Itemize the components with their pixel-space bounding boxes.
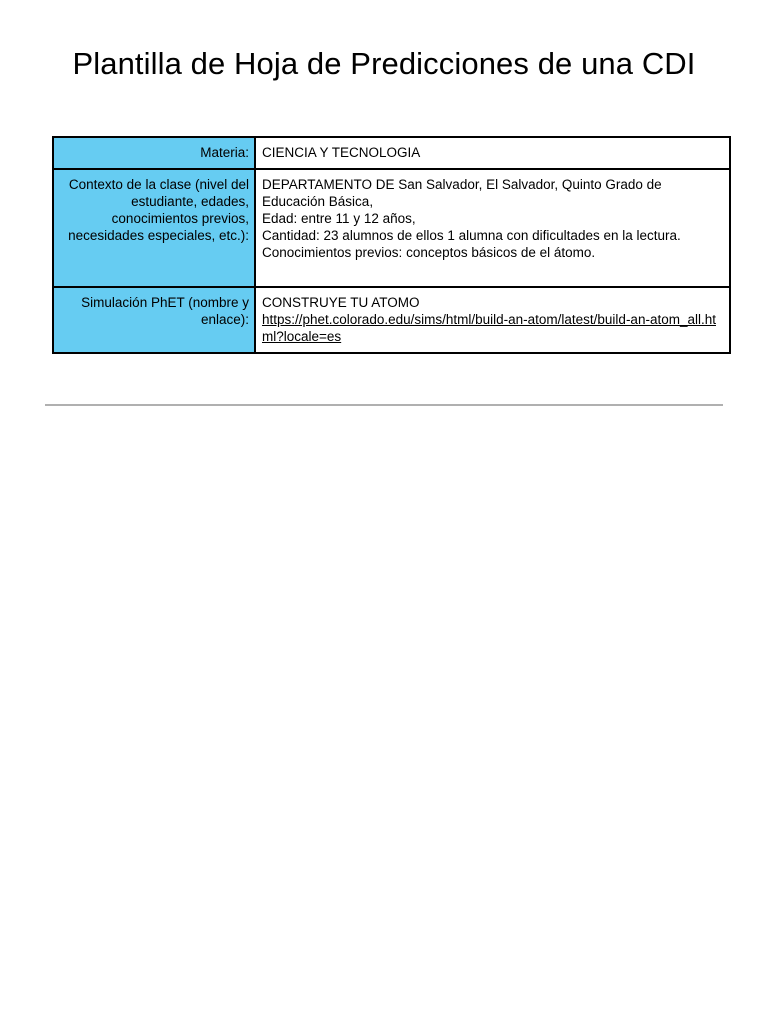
table-row-contexto [53,169,730,287]
info-table [52,136,731,354]
materia-label: Materia: [53,137,255,169]
contexto-line-departamento: DEPARTAMENTO DE San Salvador, El Salvador, Quinto Grado de Educación Básica, [262,177,662,209]
simulacion-name: CONSTRUYE TU ATOMO [262,295,420,310]
contexto-line-edad: Edad: entre 11 y 12 años, [262,211,416,226]
contexto-line-conocimientos: Conocimientos previos: conceptos básicos de el átomo. [262,245,596,260]
simulacion-label: Simulación PhET (nombre y enlace): [53,287,255,353]
page-title: Plantilla de Hoja de Predicciones de una CDI [72,46,696,81]
table-row-simulacion [53,287,730,353]
phet-simulation-link[interactable]: https://phet.colorado.edu/sims/html/build-an-atom/latest/build-an-atom_all.html?locale=es [262,312,716,344]
simulacion-value [255,287,730,353]
contexto-label: Contexto de la clase (nivel del estudiante, edades, conocimientos previos, necesidades especiales, etc.): [53,169,255,287]
horizontal-divider [45,404,723,406]
contexto-line-cantidad: Cantidad: 23 alumnos de ellos 1 alumna con dificultades en la lectura. [262,228,681,243]
materia-value-text: CIENCIA Y TECNOLOGIA [262,145,421,160]
table-row-materia [53,137,730,169]
materia-value [255,137,730,169]
contexto-value [255,169,730,287]
